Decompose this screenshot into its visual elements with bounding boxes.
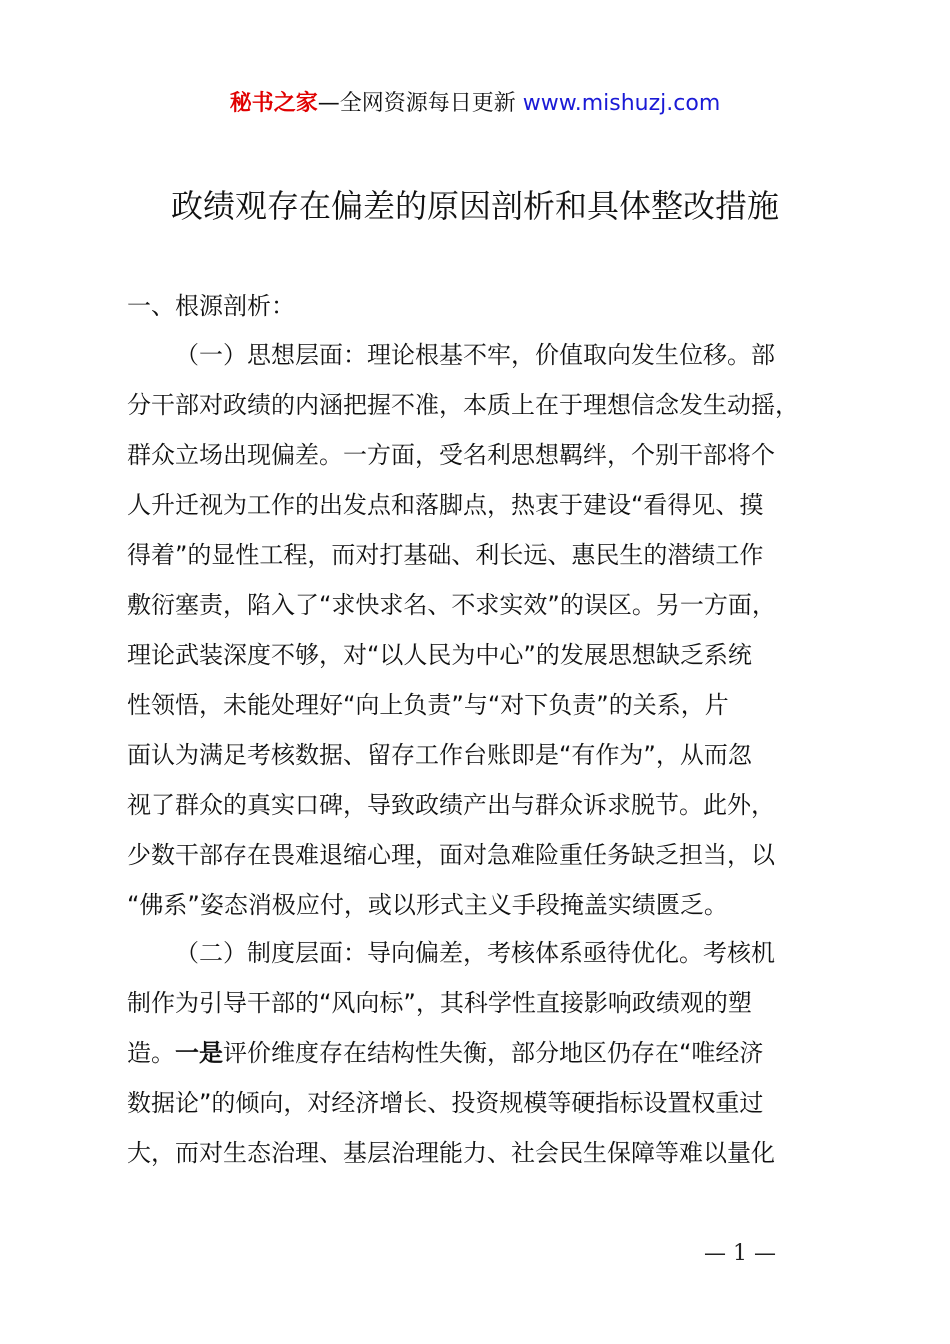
paragraph-line: 大，而对生态治理、基层治理能力、社会民生保障等难以量化	[127, 1139, 775, 1167]
paragraph-line: （一）思想层面：理论根基不牢，价值取向发生位移。部	[175, 341, 775, 369]
paragraph-line: （二）制度层面：导向偏差，考核体系亟待优化。考核机	[175, 939, 775, 967]
header-tagline: 全网资源每日更新	[339, 91, 516, 116]
paragraph-line: “佛系”姿态消极应付，或以形式主义手段掩盖实绩匮乏。	[127, 891, 728, 919]
paragraph-line: 得着”的显性工程，而对打基础、利长远、惠民生的潜绩工作	[127, 541, 764, 569]
paragraph-line: 数据论”的倾向，对经济增长、投资规模等硬指标设置权重过	[127, 1089, 764, 1117]
emphasis-first-point: 一是	[175, 1039, 223, 1067]
header-dash: —	[317, 91, 340, 116]
paragraph-line: 面认为满足考核数据、留存工作台账即是“有作为”，从而忽	[127, 741, 752, 769]
paragraph-system-level	[127, 928, 867, 1178]
paragraph-line: 视了群众的真实口碑，导致政绩产出与群众诉求脱节。此外，	[127, 791, 775, 819]
paragraph-thought-level	[127, 330, 867, 930]
page-number: — 1 —	[704, 1241, 776, 1266]
paragraph-line: 人升迁视为工作的出发点和落脚点，热衷于建设“看得见、摸	[127, 491, 764, 519]
paragraph-line	[127, 1028, 867, 1078]
site-brand: 秘书之家	[229, 91, 318, 116]
section-heading: 一、根源剖析：	[127, 292, 295, 320]
paragraph-line: 理论武装深度不够，对“以人民为中心”的发展思想缺乏系统	[127, 641, 752, 669]
document-title: 政绩观存在偏差的原因剖析和具体整改措施	[170, 187, 779, 225]
site-url-link[interactable]: www.mishuzj.com	[522, 91, 721, 116]
paragraph-line: 群众立场出现偏差。一方面，受名利思想羁绊，个别干部将个	[127, 441, 775, 469]
paragraph-text: 评价维度存在结构性失衡，部分地区仍存在“唯经济	[223, 1039, 764, 1067]
paragraph-line: 制作为引导干部的“风向标”，其科学性直接影响政绩观的塑	[127, 989, 752, 1017]
paragraph-line: 分干部对政绩的内涵把握不准，本质上在于理想信念发生动摇，	[127, 391, 799, 419]
site-header	[0, 88, 950, 120]
paragraph-line: 敷衍塞责，陷入了“求快求名、不求实效”的误区。另一方面，	[127, 591, 776, 619]
paragraph-line: 性领悟，未能处理好“向上负责”与“对下负责”的关系，片	[127, 691, 729, 719]
paragraph-text: 造。	[127, 1039, 175, 1067]
paragraph-line: 少数干部存在畏难退缩心理，面对急难险重任务缺乏担当，以	[127, 841, 775, 869]
